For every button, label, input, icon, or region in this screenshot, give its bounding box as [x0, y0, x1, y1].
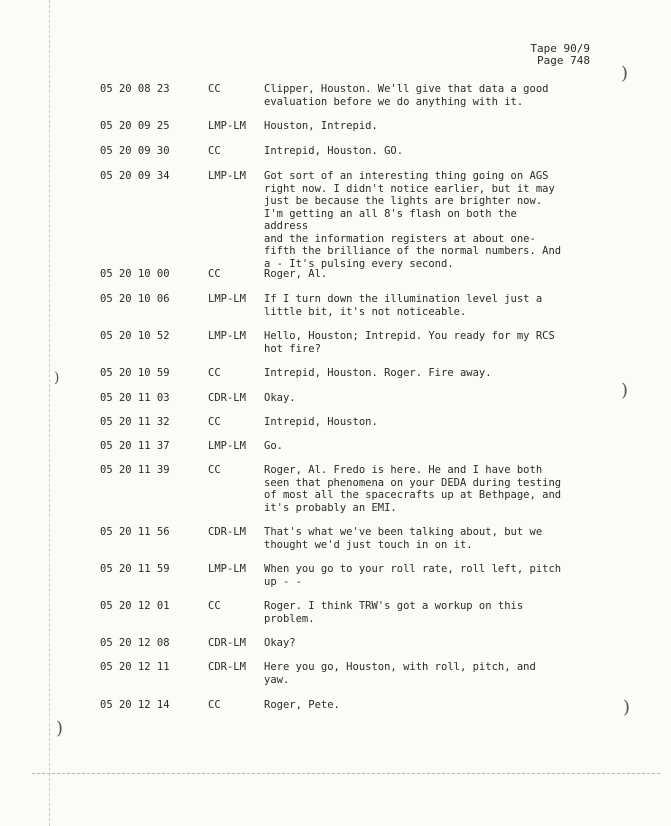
entry-time: 05 20 10 06	[100, 293, 170, 305]
entry-speaker: LMP-LM	[208, 440, 246, 452]
margin-paren-mark: )	[54, 370, 60, 386]
entry-time: 05 20 08 23	[100, 83, 170, 95]
entry-speaker: CDR-LM	[208, 661, 246, 673]
entry-time: 05 20 11 37	[100, 440, 170, 452]
margin-paren-mark: )	[621, 63, 629, 84]
entry-text: Roger, Al. Fredo is here. He and I have both seen that phenomena on your DEDA during testing of most all the spacecrafts up at Bethpage, and it's probably an EMI.	[264, 464, 562, 514]
entry-text: If I turn down the illumination level just a little bit, it's not noticeable.	[264, 293, 543, 318]
entry-time: 05 20 11 59	[100, 563, 170, 575]
entry-text: Got sort of an interesting thing going on AGS right now. I didn't notice earlier, but it may just be because the lights are brighter now. I'm getting an all 8's flash on both the address and the information registers at about one- fifth the brilliance of the normal numbers. And a - It's pulsing every second.	[264, 170, 562, 270]
entry-text: Clipper, Houston. We'll give that data a good evaluation before we do anything with it.	[264, 83, 549, 108]
entry-speaker: LMP-LM	[208, 170, 246, 182]
entry-text: Okay?	[264, 637, 296, 649]
entry-speaker: CC	[208, 367, 221, 379]
entry-speaker: LMP-LM	[208, 330, 246, 342]
entry-speaker: CC	[208, 268, 221, 280]
entry-text: Intrepid, Houston.	[264, 416, 378, 428]
page-label: Page 748	[537, 54, 590, 67]
bottom-rule	[32, 773, 660, 774]
entry-time: 05 20 10 52	[100, 330, 170, 342]
entry-time: 05 20 12 01	[100, 600, 170, 612]
entry-speaker: CC	[208, 416, 221, 428]
entry-speaker: CC	[208, 600, 221, 612]
entry-time: 05 20 12 14	[100, 699, 170, 711]
entry-time: 05 20 10 59	[100, 367, 170, 379]
entry-speaker: LMP-LM	[208, 563, 246, 575]
entry-time: 05 20 11 39	[100, 464, 170, 476]
entry-speaker: CC	[208, 699, 221, 711]
entry-time: 05 20 11 03	[100, 392, 170, 404]
entry-speaker: CC	[208, 464, 221, 476]
margin-paren-mark: )	[621, 380, 629, 401]
entry-text: Go.	[264, 440, 283, 452]
entry-speaker: CDR-LM	[208, 526, 246, 538]
entry-text: Intrepid, Houston. Roger. Fire away.	[264, 367, 492, 379]
entry-text: Roger, Al.	[264, 268, 328, 280]
entry-text: Okay.	[264, 392, 296, 404]
margin-paren-mark: )	[56, 718, 64, 739]
entry-text: Hello, Houston; Intrepid. You ready for my RCS hot fire?	[264, 330, 555, 355]
entry-speaker: CDR-LM	[208, 637, 246, 649]
entry-time: 05 20 11 56	[100, 526, 170, 538]
entry-time: 05 20 12 08	[100, 637, 170, 649]
left-margin-mark	[49, 0, 50, 826]
entry-time: 05 20 09 25	[100, 120, 170, 132]
entry-speaker: LMP-LM	[208, 293, 246, 305]
entry-text: Roger. I think TRW's got a workup on this problem.	[264, 600, 524, 625]
entry-text: That's what we've been talking about, but we thought we'd just touch in on it.	[264, 526, 543, 551]
tape-label: Tape 90/9	[530, 42, 590, 55]
entry-time: 05 20 12 11	[100, 661, 170, 673]
entry-speaker: CC	[208, 83, 221, 95]
entry-time: 05 20 11 32	[100, 416, 170, 428]
entry-text: Houston, Intrepid.	[264, 120, 378, 132]
margin-paren-mark: )	[623, 697, 631, 718]
entry-speaker: LMP-LM	[208, 120, 246, 132]
entry-speaker: CC	[208, 145, 221, 157]
entry-time: 05 20 09 30	[100, 145, 170, 157]
page-header	[480, 43, 590, 67]
entry-time: 05 20 10 00	[100, 268, 170, 280]
entry-speaker: CDR-LM	[208, 392, 246, 404]
entry-text: Intrepid, Houston. GO.	[264, 145, 404, 157]
entry-text: Here you go, Houston, with roll, pitch, and yaw.	[264, 661, 536, 686]
entry-time: 05 20 09 34	[100, 170, 170, 182]
entry-text: Roger, Pete.	[264, 699, 340, 711]
entry-text: When you go to your roll rate, roll left, pitch up - -	[264, 563, 562, 588]
